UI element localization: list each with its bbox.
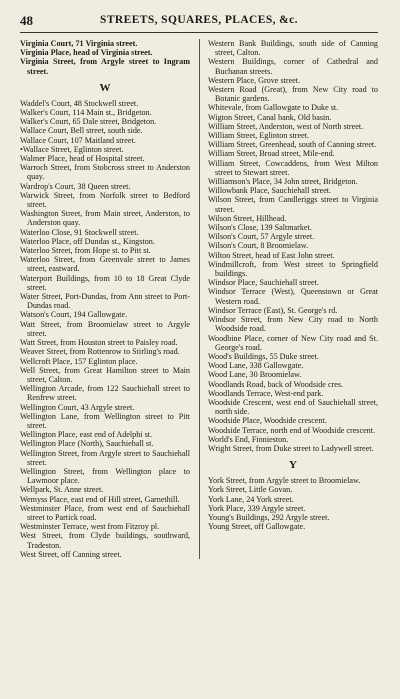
directory-entry: Walker's Court, 114 Main st., Bridgeton. [20,108,152,118]
columns [20,39,378,559]
directory-entry: Wood Lane, 30 Broomielaw. [208,370,302,380]
page-header [20,10,378,33]
directory-entry: Waterloo Close, 91 Stockwell street. [20,227,139,237]
directory-entry: Virginia Court, 71 Virginia street. [20,39,138,48]
directory-entry: Windsor Street, from New City road to North Woodside road. [208,315,378,334]
directory-entry: William Street, Cowcaddens, from West Milton street to Stewart street. [208,158,378,177]
section-letter-w: W [99,81,111,94]
directory-entry: Williamson's Place, 34 John street, Bridgeton. [208,177,358,187]
directory-entry: Wellington Street, from Wellington place to Lawmoor place. [20,466,190,486]
directory-entry: Woodside Terrace, north end of Woodside crescent. [208,425,376,435]
page-number: 48 [20,13,33,28]
directory-entry: Wilson's Court, 57 Argyle street. [208,232,315,242]
directory-entry: Woodbine Place, corner of New City road and St. George's road. [208,333,378,352]
left-pre-list [20,39,190,76]
right-column [199,39,378,559]
directory-entry: Warroch Street, from Stobcross street to Anderston quay. [20,163,190,182]
directory-entry: William Street, Greenhead, south of Canning street. [208,140,377,150]
directory-entry: Watt Street, from Broomielaw street to Argyle street. [20,319,190,338]
directory-entry: William Street, Broad street, Mile-end. [208,149,335,159]
directory-entry: Wellington Street, from Argyle street to Sauchiehall street. [20,448,190,467]
directory-entry: Western Road (Great), from New City road to Botanic gardens. [208,85,378,104]
directory-entry: William Street, Anderston, west of North street. [208,121,364,131]
directory-entry: Waterloo Street, from Greenvale street to James street, eastward. [20,255,190,274]
directory-entry: Woodside Place, Woodside crescent. [208,416,327,426]
directory-entry: Woodlands Road, back of Woodside cres. [208,379,344,389]
directory-entry: Waterloo Place, off Dundas st., Kingston. [20,236,155,246]
directory-entry: Whitevale, from Gallowgate to Duke st. [208,103,339,113]
directory-entry: Wellington Lane, from Wellington street to Pitt street. [20,411,190,430]
directory-entry: Woodside Crescent, west end of Sauchiehall street, north side. [208,397,378,417]
directory-entry: Wellington Place (North), Sauchiehall st. [20,439,154,449]
directory-entry: Windsor Place, Sauchiehall street. [208,278,319,288]
running-title: STREETS, SQUARES, PLACES, &c. [100,14,298,26]
directory-entry: Walker's Court, 65 Dale street, Bridgeton. [20,117,157,127]
directory-entry: Weaver Street, from Rottenrow to Stirling's road. [20,347,180,357]
directory-entry: Wardrop's Court, 38 Queen street. [20,181,131,191]
directory-entry: Wellington Arcade, from 122 Sauchiehall street to Renfrew street. [20,384,190,403]
section-letter-y: Y [289,459,297,472]
directory-entry: York Street, from Argyle street to Broomielaw. [208,476,361,486]
directory-entry: Wallace Court, 107 Maitland street. [20,135,136,145]
directory-entry: Walmer Place, head of Hospital street. [20,154,145,164]
directory-entry: Washington Street, from Main street, Anderston, to Anderston quay. [20,209,190,228]
directory-entry: Wood's Buildings, 55 Duke street. [208,351,319,361]
directory-entry: Warwick Street, from Norfolk street to Bedford street. [20,190,190,210]
left-main-list [20,99,190,559]
directory-entry: Wilson Street, from Candleriggs street to Virginia street. [208,195,378,214]
directory-entry: Windmillcroft, from West street to Springfield buildings. [208,259,378,279]
directory-entry: Watt Street, from Houston street to Paisley road. [20,338,178,348]
directory-entry: William Street, Eglinton street. [208,131,309,141]
directory-entry: York Street, Little Govan. [208,485,293,495]
directory-entry: Wellington Place, east end of Adelphi st. [20,430,153,440]
directory-entry: •Wallace Street, Eglinton street. [20,144,124,154]
directory-entry: Wellington Court, 43 Argyle street. [20,402,135,412]
directory-entry: Well Street, from Great Hamilton street to Main street, Calton. [20,365,190,384]
right-post-list [208,476,378,531]
directory-entry: Westminster Place, from west end of Sauchiehall street to Partick road. [20,503,190,522]
directory-entry: Wellpark, St. Anne street. [20,485,104,495]
directory-entry: Wilson's Court, 8 Broomielaw. [208,241,309,251]
directory-entry: Wilson Street, Hillhead. [208,213,287,223]
directory-entry: Waterport Buildings, from 10 to 18 Great Clyde street. [20,273,190,292]
directory-entry: Watson's Court, 194 Gallowgate. [20,310,128,320]
left-column [20,39,199,559]
directory-entry: Western Bank Buildings, south side of Canning street, Calton. [208,39,378,58]
directory-entry: West Street, from Clyde buildings, southward, Tradeston. [20,531,190,550]
directory-entry: Waddel's Court, 48 Stockwell street. [20,98,139,108]
directory-entry: Wigton Street, Canal bank, Old basin. [208,112,332,122]
directory-entry: Virginia Street, from Argyle street to Ingram street. [20,57,190,76]
directory-entry: Windsor Terrace (East), St. George's rd. [208,305,338,315]
directory-entry: Wilton Street, head of East John street. [208,250,335,260]
directory-entry: Willowbank Place, Sauchiehall street. [208,186,332,196]
directory-entry: York Lane, 24 York street. [208,494,294,504]
right-main-list [208,39,378,453]
directory-entry: Western Buildings, corner of Cathedral and Buchanan streets. [208,57,378,76]
directory-entry: Young's Buildings, 292 Argyle street. [208,512,330,522]
directory-entry: Virginia Place, head of Virginia street. [20,48,153,58]
directory-entry: Wemyss Place, east end of Hill street, Garnethill. [20,494,180,504]
directory-entry: West Street, off Canning street. [20,549,122,559]
directory-entry: Woodlands Terrace, West-end park. [208,388,324,398]
directory-entry: Wood Lane, 338 Gallowgate. [208,361,304,371]
directory-entry: York Place, 339 Argyle street. [208,503,306,513]
directory-entry: Water Street, Port-Dundas, from Ann street to Port-Dundas road. [20,292,190,311]
directory-entry: Wilson's Close, 139 Saltmarket. [208,223,312,233]
directory-entry: World's End, Finnieston. [208,434,289,444]
directory-entry: Wallace Court, Bell street, south side. [20,126,143,136]
directory-entry: Waterloo Street, from Hope st. to Pitt st. [20,246,151,256]
directory-entry: Westminster Terrace, west from Fitzroy pl. [20,522,160,532]
directory-entry: Windsor Terrace (West), Queenstown or Great Western road. [208,287,378,306]
directory-entry: Young Street, off Gallowgate. [208,522,306,532]
directory-entry: Western Place, Grove street. [208,75,301,85]
directory-entry: Wright Street, from Duke street to Ladywell street. [208,443,374,453]
directory-entry: Wellcroft Place, 157 Eglinton place. [20,356,138,366]
